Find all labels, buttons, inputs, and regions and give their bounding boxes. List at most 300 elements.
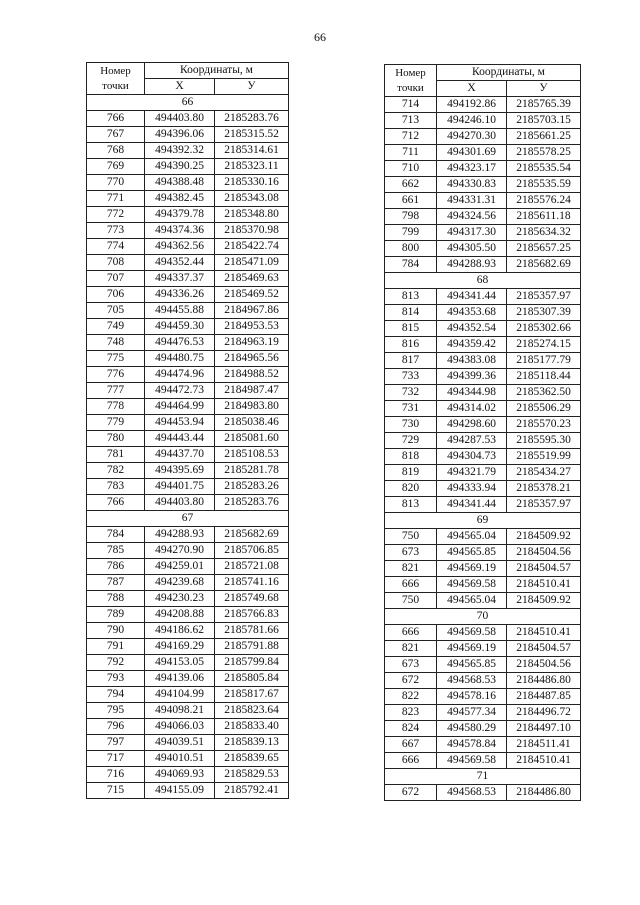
point-number-cell: 794 <box>87 687 145 703</box>
point-number-cell: 788 <box>87 591 145 607</box>
point-number-cell: 711 <box>385 145 437 161</box>
y-coordinate-cell: 2185357.97 <box>507 497 581 513</box>
table-row <box>385 113 581 129</box>
table-row <box>385 433 581 449</box>
point-number-cell: 733 <box>385 369 437 385</box>
y-coordinate-cell: 2185283.76 <box>215 495 289 511</box>
table-row <box>87 527 289 543</box>
x-coordinate-cell: 494288.93 <box>145 527 215 543</box>
table-row <box>87 127 289 143</box>
table-row <box>87 383 289 399</box>
y-coordinate-cell: 2185611.18 <box>507 209 581 225</box>
x-coordinate-cell: 494476.53 <box>145 335 215 351</box>
x-coordinate-cell: 494317.30 <box>437 225 507 241</box>
table-row <box>87 271 289 287</box>
x-coordinate-cell: 494069.93 <box>145 767 215 783</box>
section-row <box>385 273 581 289</box>
table-row <box>385 385 581 401</box>
x-coordinate-cell: 494580.29 <box>437 721 507 737</box>
y-coordinate-cell: 2185661.25 <box>507 129 581 145</box>
y-coordinate-cell: 2184497.10 <box>507 721 581 737</box>
table-row <box>87 591 289 607</box>
x-coordinate-cell: 494288.93 <box>437 257 507 273</box>
y-coordinate-cell: 2185469.52 <box>215 287 289 303</box>
point-number-header: Номер точки <box>385 65 437 97</box>
coordinates-header: Координаты, м <box>145 63 289 79</box>
point-number-cell: 821 <box>385 641 437 657</box>
table-row <box>87 575 289 591</box>
y-coordinate-cell: 2185657.25 <box>507 241 581 257</box>
x-coordinate-cell: 494321.79 <box>437 465 507 481</box>
x-coordinate-cell: 494304.73 <box>437 449 507 465</box>
x-coordinate-cell: 494337.37 <box>145 271 215 287</box>
point-number-cell: 730 <box>385 417 437 433</box>
y-coordinate-cell: 2185118.44 <box>507 369 581 385</box>
y-coordinate-cell: 2185038.46 <box>215 415 289 431</box>
table-row <box>87 495 289 511</box>
x-header: X <box>145 79 215 95</box>
x-coordinate-cell: 494336.26 <box>145 287 215 303</box>
table-row <box>385 737 581 753</box>
point-number-cell: 792 <box>87 655 145 671</box>
y-coordinate-cell: 2185805.84 <box>215 671 289 687</box>
point-number-cell: 773 <box>87 223 145 239</box>
table-row <box>87 687 289 703</box>
table-row <box>87 607 289 623</box>
x-coordinate-cell: 494298.60 <box>437 417 507 433</box>
x-coordinate-cell: 494382.45 <box>145 191 215 207</box>
x-coordinate-cell: 494098.21 <box>145 703 215 719</box>
table-row <box>87 239 289 255</box>
x-coordinate-cell: 494287.53 <box>437 433 507 449</box>
y-coordinate-cell: 2185823.64 <box>215 703 289 719</box>
table-row <box>385 209 581 225</box>
point-number-cell: 666 <box>385 625 437 641</box>
table-row <box>87 431 289 447</box>
point-number-cell: 732 <box>385 385 437 401</box>
point-number-cell: 787 <box>87 575 145 591</box>
section-number: 68 <box>385 273 581 289</box>
y-coordinate-cell: 2184510.41 <box>507 625 581 641</box>
point-number-cell: 748 <box>87 335 145 351</box>
y-coordinate-cell: 2185765.39 <box>507 97 581 113</box>
table-row <box>385 401 581 417</box>
point-number-cell: 781 <box>87 447 145 463</box>
point-number-cell: 672 <box>385 785 437 801</box>
y-coordinate-cell: 2184509.92 <box>507 529 581 545</box>
y-coordinate-cell: 2184511.41 <box>507 737 581 753</box>
point-number-cell: 813 <box>385 289 437 305</box>
point-number-cell: 717 <box>87 751 145 767</box>
y-coordinate-cell: 2184965.56 <box>215 351 289 367</box>
x-coordinate-cell: 494039.51 <box>145 735 215 751</box>
x-coordinate-cell: 494577.34 <box>437 705 507 721</box>
point-number-cell: 784 <box>87 527 145 543</box>
y-coordinate-cell: 2185081.60 <box>215 431 289 447</box>
coordinates-table-right <box>384 64 581 801</box>
y-coordinate-cell: 2185302.66 <box>507 321 581 337</box>
point-number-cell: 800 <box>385 241 437 257</box>
y-coordinate-cell: 2185519.99 <box>507 449 581 465</box>
table-row <box>385 689 581 705</box>
table-row <box>87 191 289 207</box>
table-body-left <box>87 95 289 799</box>
point-number-cell: 778 <box>87 399 145 415</box>
point-number-cell: 815 <box>385 321 437 337</box>
point-number-cell: 768 <box>87 143 145 159</box>
y-coordinate-cell: 2184953.53 <box>215 319 289 335</box>
y-coordinate-cell: 2184496.72 <box>507 705 581 721</box>
x-coordinate-cell: 494383.08 <box>437 353 507 369</box>
x-coordinate-cell: 494399.36 <box>437 369 507 385</box>
point-number-header: Номер точки <box>87 63 145 95</box>
y-coordinate-cell: 2185706.85 <box>215 543 289 559</box>
table-row <box>385 593 581 609</box>
y-coordinate-cell: 2185578.25 <box>507 145 581 161</box>
y-coordinate-cell: 2185766.83 <box>215 607 289 623</box>
section-number: 71 <box>385 769 581 785</box>
table-row <box>87 447 289 463</box>
x-coordinate-cell: 494568.53 <box>437 785 507 801</box>
section-number: 67 <box>87 511 289 527</box>
x-coordinate-cell: 494395.69 <box>145 463 215 479</box>
y-coordinate-cell: 2185343.08 <box>215 191 289 207</box>
x-coordinate-cell: 494353.68 <box>437 305 507 321</box>
table-row <box>87 623 289 639</box>
y-coordinate-cell: 2185506.29 <box>507 401 581 417</box>
table-row <box>87 223 289 239</box>
y-coordinate-cell: 2185817.67 <box>215 687 289 703</box>
point-number-cell: 779 <box>87 415 145 431</box>
point-number-cell: 714 <box>385 97 437 113</box>
table-row <box>385 337 581 353</box>
x-coordinate-cell: 494341.44 <box>437 289 507 305</box>
x-coordinate-cell: 494230.23 <box>145 591 215 607</box>
x-coordinate-cell: 494569.58 <box>437 625 507 641</box>
x-coordinate-cell: 494569.19 <box>437 641 507 657</box>
section-number: 66 <box>87 95 289 111</box>
y-coordinate-cell: 2185839.13 <box>215 735 289 751</box>
x-coordinate-cell: 494480.75 <box>145 351 215 367</box>
x-coordinate-cell: 494568.53 <box>437 673 507 689</box>
y-coordinate-cell: 2185378.21 <box>507 481 581 497</box>
table-row <box>87 543 289 559</box>
table-row <box>385 753 581 769</box>
point-number-cell: 672 <box>385 673 437 689</box>
point-number-cell: 795 <box>87 703 145 719</box>
section-row <box>87 95 289 111</box>
point-number-cell: 666 <box>385 753 437 769</box>
point-number-cell: 667 <box>385 737 437 753</box>
point-number-cell: 769 <box>87 159 145 175</box>
point-number-cell: 813 <box>385 497 437 513</box>
point-number-cell: 817 <box>385 353 437 369</box>
x-coordinate-cell: 494341.44 <box>437 497 507 513</box>
y-coordinate-cell: 2184504.56 <box>507 657 581 673</box>
table-row <box>87 767 289 783</box>
table-body-right <box>385 97 581 801</box>
table-row <box>87 367 289 383</box>
y-coordinate-cell: 2184504.57 <box>507 641 581 657</box>
x-coordinate-cell: 494208.88 <box>145 607 215 623</box>
table-row <box>87 351 289 367</box>
point-number-cell: 785 <box>87 543 145 559</box>
point-number-cell: 766 <box>87 111 145 127</box>
page-number: 66 <box>314 30 326 44</box>
point-number-cell: 789 <box>87 607 145 623</box>
y-coordinate-cell: 2185177.79 <box>507 353 581 369</box>
y-coordinate-cell: 2185839.65 <box>215 751 289 767</box>
table-row <box>87 303 289 319</box>
x-coordinate-cell: 494333.94 <box>437 481 507 497</box>
table-row <box>87 783 289 799</box>
table-row <box>385 625 581 641</box>
point-number-cell: 710 <box>385 161 437 177</box>
y-coordinate-cell: 2185570.23 <box>507 417 581 433</box>
point-number-cell: 776 <box>87 367 145 383</box>
y-coordinate-cell: 2185422.74 <box>215 239 289 255</box>
x-coordinate-cell: 494270.30 <box>437 129 507 145</box>
x-coordinate-cell: 494305.50 <box>437 241 507 257</box>
table-row <box>385 673 581 689</box>
point-number-cell: 708 <box>87 255 145 271</box>
y-coordinate-cell: 2185703.15 <box>507 113 581 129</box>
x-coordinate-cell: 494455.88 <box>145 303 215 319</box>
x-coordinate-cell: 494169.29 <box>145 639 215 655</box>
x-coordinate-cell: 494314.02 <box>437 401 507 417</box>
x-coordinate-cell: 494246.10 <box>437 113 507 129</box>
y-coordinate-cell: 2185682.69 <box>507 257 581 273</box>
point-number-cell: 767 <box>87 127 145 143</box>
table-row <box>385 705 581 721</box>
point-number-cell: 786 <box>87 559 145 575</box>
table-row <box>385 561 581 577</box>
point-number-cell: 673 <box>385 545 437 561</box>
x-coordinate-cell: 494010.51 <box>145 751 215 767</box>
table-row <box>385 145 581 161</box>
table-row <box>385 241 581 257</box>
table-row <box>385 577 581 593</box>
table-row <box>87 655 289 671</box>
y-coordinate-cell: 2184487.85 <box>507 689 581 705</box>
point-number-cell: 772 <box>87 207 145 223</box>
y-coordinate-cell: 2185721.08 <box>215 559 289 575</box>
table-row <box>385 321 581 337</box>
table-row <box>87 207 289 223</box>
table-row <box>385 97 581 113</box>
table-row <box>385 305 581 321</box>
x-coordinate-cell: 494396.06 <box>145 127 215 143</box>
x-coordinate-cell: 494104.99 <box>145 687 215 703</box>
point-number-cell: 706 <box>87 287 145 303</box>
x-coordinate-cell: 494390.25 <box>145 159 215 175</box>
point-number-cell: 797 <box>87 735 145 751</box>
table-row <box>385 545 581 561</box>
y-coordinate-cell: 2185283.76 <box>215 111 289 127</box>
section-row <box>385 513 581 529</box>
table-row <box>87 335 289 351</box>
y-header: У <box>507 81 581 97</box>
point-number-cell: 662 <box>385 177 437 193</box>
x-coordinate-cell: 494192.86 <box>437 97 507 113</box>
y-coordinate-cell: 2185315.52 <box>215 127 289 143</box>
x-coordinate-cell: 494403.80 <box>145 111 215 127</box>
x-coordinate-cell: 494578.84 <box>437 737 507 753</box>
x-coordinate-cell: 494066.03 <box>145 719 215 735</box>
y-coordinate-cell: 2184510.41 <box>507 753 581 769</box>
table-row <box>87 639 289 655</box>
y-coordinate-cell: 2185792.41 <box>215 783 289 799</box>
point-number-cell: 820 <box>385 481 437 497</box>
y-coordinate-cell: 2185323.11 <box>215 159 289 175</box>
point-number-cell: 799 <box>385 225 437 241</box>
x-coordinate-cell: 494362.56 <box>145 239 215 255</box>
y-coordinate-cell: 2185829.53 <box>215 767 289 783</box>
table-row <box>87 415 289 431</box>
y-coordinate-cell: 2184988.52 <box>215 367 289 383</box>
table-row <box>385 225 581 241</box>
table-row <box>385 177 581 193</box>
section-number: 69 <box>385 513 581 529</box>
table-row <box>385 161 581 177</box>
y-coordinate-cell: 2185833.40 <box>215 719 289 735</box>
table-row <box>385 657 581 673</box>
y-coordinate-cell: 2185471.09 <box>215 255 289 271</box>
x-coordinate-cell: 494565.85 <box>437 545 507 561</box>
y-header: У <box>215 79 289 95</box>
table-row <box>385 449 581 465</box>
y-coordinate-cell: 2185634.32 <box>507 225 581 241</box>
x-coordinate-cell: 494352.54 <box>437 321 507 337</box>
point-number-cell: 716 <box>87 767 145 783</box>
x-coordinate-cell: 494401.75 <box>145 479 215 495</box>
point-number-cell: 705 <box>87 303 145 319</box>
point-number-cell: 822 <box>385 689 437 705</box>
table-row <box>385 369 581 385</box>
y-coordinate-cell: 2185281.78 <box>215 463 289 479</box>
point-number-cell: 791 <box>87 639 145 655</box>
table-row <box>385 481 581 497</box>
y-coordinate-cell: 2185307.39 <box>507 305 581 321</box>
point-number-cell: 713 <box>385 113 437 129</box>
y-coordinate-cell: 2185108.53 <box>215 447 289 463</box>
point-number-cell: 766 <box>87 495 145 511</box>
section-number: 70 <box>385 609 581 625</box>
table-row <box>385 721 581 737</box>
y-coordinate-cell: 2185362.50 <box>507 385 581 401</box>
y-coordinate-cell: 2185469.63 <box>215 271 289 287</box>
point-number-cell: 819 <box>385 465 437 481</box>
table-row <box>87 671 289 687</box>
point-number-cell: 673 <box>385 657 437 673</box>
x-coordinate-cell: 494259.01 <box>145 559 215 575</box>
table-row <box>87 703 289 719</box>
y-coordinate-cell: 2185330.16 <box>215 175 289 191</box>
point-number-cell: 750 <box>385 593 437 609</box>
y-coordinate-cell: 2185595.30 <box>507 433 581 449</box>
section-row <box>87 511 289 527</box>
table-row <box>385 257 581 273</box>
table-row <box>385 129 581 145</box>
point-number-cell: 780 <box>87 431 145 447</box>
point-number-cell: 774 <box>87 239 145 255</box>
y-coordinate-cell: 2185535.54 <box>507 161 581 177</box>
x-coordinate-cell: 494359.42 <box>437 337 507 353</box>
y-coordinate-cell: 2185370.98 <box>215 223 289 239</box>
point-number-cell: 818 <box>385 449 437 465</box>
table-row <box>87 255 289 271</box>
x-coordinate-cell: 494403.80 <box>145 495 215 511</box>
y-coordinate-cell: 2185749.68 <box>215 591 289 607</box>
y-coordinate-cell: 2184504.56 <box>507 545 581 561</box>
x-coordinate-cell: 494324.56 <box>437 209 507 225</box>
y-coordinate-cell: 2185274.15 <box>507 337 581 353</box>
section-row <box>385 769 581 785</box>
table-row <box>87 559 289 575</box>
y-coordinate-cell: 2184504.57 <box>507 561 581 577</box>
table-row <box>87 175 289 191</box>
point-number-cell: 790 <box>87 623 145 639</box>
y-coordinate-cell: 2185576.24 <box>507 193 581 209</box>
y-coordinate-cell: 2184963.19 <box>215 335 289 351</box>
x-coordinate-cell: 494569.58 <box>437 753 507 769</box>
table-row <box>87 463 289 479</box>
x-coordinate-cell: 494437.70 <box>145 447 215 463</box>
point-number-cell: 749 <box>87 319 145 335</box>
point-number-cell: 821 <box>385 561 437 577</box>
point-number-cell: 775 <box>87 351 145 367</box>
y-coordinate-cell: 2185791.88 <box>215 639 289 655</box>
table-row <box>87 399 289 415</box>
point-number-cell: 814 <box>385 305 437 321</box>
table-row <box>87 719 289 735</box>
x-coordinate-cell: 494374.36 <box>145 223 215 239</box>
y-coordinate-cell: 2184967.86 <box>215 303 289 319</box>
x-coordinate-cell: 494578.16 <box>437 689 507 705</box>
table-row <box>385 497 581 513</box>
table-row <box>385 289 581 305</box>
table-row <box>87 143 289 159</box>
table-row <box>385 641 581 657</box>
point-number-cell: 784 <box>385 257 437 273</box>
table-row <box>385 417 581 433</box>
coordinates-header: Координаты, м <box>437 65 581 81</box>
x-coordinate-cell: 494565.85 <box>437 657 507 673</box>
point-number-cell: 783 <box>87 479 145 495</box>
y-coordinate-cell: 2185535.59 <box>507 177 581 193</box>
x-coordinate-cell: 494569.58 <box>437 577 507 593</box>
x-coordinate-cell: 494565.04 <box>437 593 507 609</box>
y-coordinate-cell: 2185283.26 <box>215 479 289 495</box>
x-coordinate-cell: 494379.78 <box>145 207 215 223</box>
point-number-cell: 750 <box>385 529 437 545</box>
table-row <box>87 735 289 751</box>
table-row <box>87 287 289 303</box>
table-row <box>87 479 289 495</box>
y-coordinate-cell: 2185799.84 <box>215 655 289 671</box>
x-coordinate-cell: 494392.32 <box>145 143 215 159</box>
point-number-cell: 793 <box>87 671 145 687</box>
x-coordinate-cell: 494569.19 <box>437 561 507 577</box>
y-coordinate-cell: 2185682.69 <box>215 527 289 543</box>
x-coordinate-cell: 494344.98 <box>437 385 507 401</box>
y-coordinate-cell: 2184983.80 <box>215 399 289 415</box>
point-number-cell: 771 <box>87 191 145 207</box>
point-number-cell: 777 <box>87 383 145 399</box>
table-row <box>385 785 581 801</box>
table-row <box>385 465 581 481</box>
table-row <box>385 529 581 545</box>
